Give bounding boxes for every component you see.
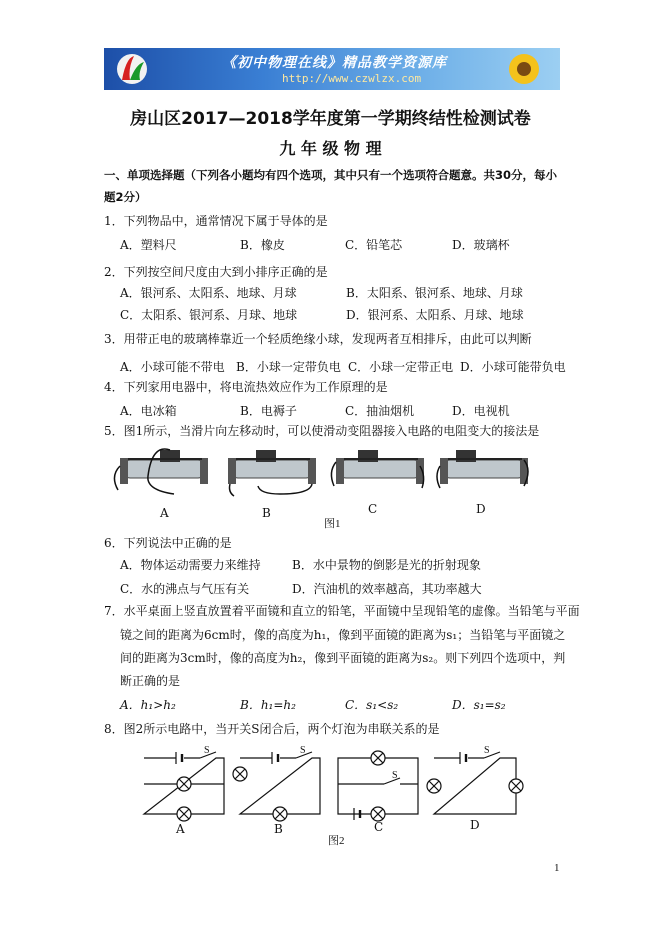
switch-label-b: S — [300, 745, 306, 756]
circuit-c — [338, 751, 418, 821]
fig1-caption: 图1 — [324, 518, 341, 530]
banner-url[interactable]: http://www.czwlzx.com — [282, 72, 422, 85]
q6-stem: 6．下列说法中正确的是 — [104, 536, 232, 550]
circuit-a — [144, 752, 224, 821]
q3-option-b: B．小球一定带负电 — [236, 360, 341, 374]
q4-option-b: B．电褥子 — [240, 404, 297, 418]
q7-option-a: A．h₁>h₂ — [120, 698, 176, 712]
rheostat-c — [331, 450, 424, 488]
figure-2-circuits — [140, 744, 530, 824]
q3-stem: 3．用带正电的玻璃棒靠近一个轻质绝缘小球，发现两者互相排斥，由此可以判断 — [104, 332, 532, 346]
q7-stem-line4: 断正确的是 — [120, 674, 181, 688]
q3-option-a: A．小球可能不带电 — [120, 360, 225, 374]
figure-1-rheostats — [112, 446, 532, 510]
switch-label-d: S — [484, 745, 490, 756]
q3-option-d: D．小球可能带负电 — [460, 360, 566, 374]
fig1-label-a: A — [160, 506, 169, 520]
q2-option-a: A．银河系、太阳系、地球、月球 — [120, 286, 297, 300]
q1-option-d: D．玻璃杯 — [452, 238, 510, 252]
q4-stem: 4．下列家用电器中，将电流热效应作为工作原理的是 — [104, 380, 388, 394]
logo-icon — [112, 52, 152, 86]
q7-option-d: D．s₁=s₂ — [452, 698, 506, 712]
circuit-d — [427, 752, 523, 814]
q7-stem-line1: 7．水平桌面上竖直放置着平面镜和直立的铅笔，平面镜中呈现铅笔的虚像。当铅笔与平面 — [104, 604, 580, 618]
q3-option-c: C．小球一定带正电 — [348, 360, 454, 374]
q1-stem: 1．下列物品中，通常情况下属于导体的是 — [104, 214, 328, 228]
q6-option-d: D．汽油机的效率越高，其功率越大 — [292, 582, 482, 596]
q1-option-b: B．橡皮 — [240, 238, 285, 252]
q7-stem-line3: 间的距离为3cm时，像的高度为h₂，像到平面镜的距离为s₂。则下列四个选项中，判 — [120, 651, 566, 665]
rheostat-d — [437, 450, 528, 488]
fig2-label-d: D — [470, 818, 480, 832]
page-subtitle: 九 年 级 物 理 — [279, 139, 382, 158]
q6-option-a: A．物体运动需要力来维持 — [120, 558, 261, 572]
header-banner — [104, 48, 560, 90]
sunflower-icon — [494, 50, 554, 88]
q1-option-c: C．铅笔芯 — [345, 238, 403, 252]
rheostat-a — [114, 449, 208, 494]
q6-option-c: C．水的沸点与气压有关 — [120, 582, 250, 596]
q4-option-d: D．电视机 — [452, 404, 510, 418]
q4-option-a: A．电冰箱 — [120, 404, 177, 418]
fig1-label-d: D — [476, 502, 486, 516]
q2-option-c: C．太阳系、银河系、月球、地球 — [120, 308, 298, 322]
q7-option-b: B．h₁=h₂ — [240, 698, 296, 712]
circuit-b — [233, 752, 320, 821]
fig1-label-c: C — [368, 502, 378, 516]
q8-stem: 8．图2所示电路中，当开关S闭合后，两个灯泡为串联关系的是 — [104, 722, 440, 736]
q7-stem-line2: 镜之间的距离为6cm时，像的高度为h₁，像到平面镜的距离为s₁；当铅笔与平面镜之 — [120, 628, 566, 642]
section-heading: 一、单项选择题（下列各小题均有四个选项，其中只有一个选项符合题意。共30分，每小 — [104, 168, 557, 182]
q2-option-b: B．太阳系、银河系、地球、月球 — [346, 286, 523, 300]
fig1-label-b: B — [262, 506, 271, 520]
fig2-caption: 图2 — [328, 835, 345, 847]
q6-option-b: B．水中景物的倒影是光的折射现象 — [292, 558, 481, 572]
q4-option-c: C．抽油烟机 — [345, 404, 415, 418]
q7-option-c: C．s₁<s₂ — [345, 698, 399, 712]
fig2-label-c: C — [374, 820, 384, 834]
banner-title: 《初中物理在线》精品教学资源库 — [222, 55, 447, 71]
rheostat-b — [228, 450, 316, 496]
q2-option-d: D．银河系、太阳系、月球、地球 — [346, 308, 524, 322]
page-number: 1 — [554, 862, 560, 874]
fig2-label-b: B — [274, 822, 283, 836]
switch-label-c: S — [392, 770, 398, 781]
q1-option-a: A．塑料尺 — [120, 238, 177, 252]
q2-stem: 2．下列按空间尺度由大到小排序正确的是 — [104, 265, 328, 279]
section-heading-cont: 题2分） — [104, 190, 147, 204]
q5-stem: 5．图1所示，当滑片向左移动时，可以使滑动变阻器接入电路的电阻变大的接法是 — [104, 424, 540, 438]
switch-label-a: S — [204, 745, 210, 756]
fig2-label-a: A — [176, 822, 185, 836]
page-title: 房山区2017—2018学年度第一学期终结性检测试卷 — [130, 109, 531, 129]
